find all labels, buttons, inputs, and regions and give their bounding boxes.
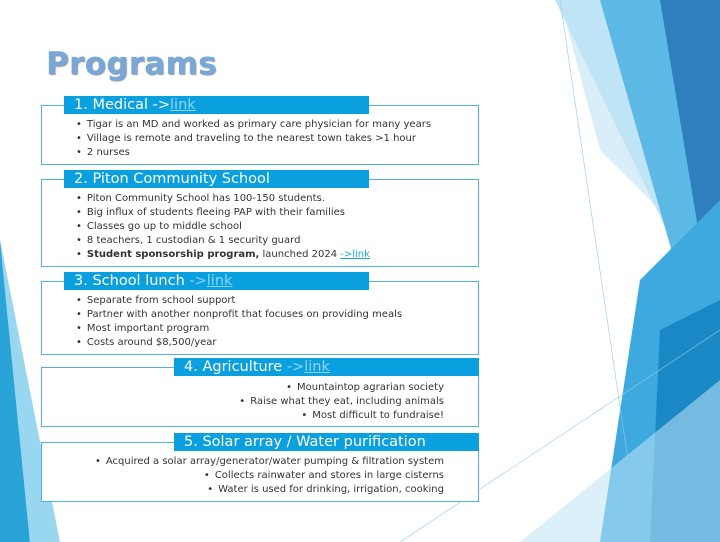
section-medical-header — [64, 96, 369, 114]
sponsorship-item — [76, 248, 370, 262]
agriculture-link[interactable]: link — [304, 359, 330, 375]
page-title: Programs — [46, 46, 217, 82]
solar-bullets — [95, 455, 444, 497]
agriculture-bullets — [239, 381, 444, 423]
list-item: • Piton Community School has 100-150 students. — [76, 192, 370, 206]
list-item: • Water is used for drinking, irrigation, cooking — [95, 483, 444, 497]
section-arrow: -> — [286, 359, 305, 375]
list-item: • Tigar is an MD and worked as primary care physician for many years — [76, 118, 431, 132]
section-number: 5. — [184, 434, 198, 450]
list-item: • 2 nurses — [76, 146, 431, 160]
section-heading: Medical — [92, 97, 149, 113]
list-item: • Most difficult to fundraise! — [239, 409, 444, 423]
list-item: • Collects rainwater and stores in large cisterns — [95, 469, 444, 483]
section-number: 4. — [184, 359, 198, 375]
list-item: • Costs around $8,500/year — [76, 336, 402, 350]
section-school-header — [64, 170, 369, 188]
list-item: • Classes go up to middle school — [76, 220, 370, 234]
sponsorship-bold: Student sponsorship program, — [86, 249, 260, 260]
section-lunch-header — [64, 272, 369, 290]
lunch-bullets — [76, 294, 402, 350]
medical-bullets — [76, 118, 431, 160]
medical-link[interactable]: link — [170, 97, 196, 113]
sponsorship-link[interactable]: ->link — [340, 249, 370, 260]
list-item: • Most important program — [76, 322, 402, 336]
school-bullets — [76, 192, 370, 262]
list-item: • Acquired a solar array/generator/water pumping & filtration system — [95, 455, 444, 469]
list-item: • Raise what they eat, including animals — [239, 395, 444, 409]
section-heading: School lunch — [92, 273, 185, 289]
list-item: • 8 teachers, 1 custodian & 1 security guard — [76, 234, 370, 248]
list-item: • Separate from school support — [76, 294, 402, 308]
section-heading: Piton Community School — [92, 171, 270, 187]
sponsorship-text: launched 2024 — [259, 249, 341, 260]
section-arrow: -> — [152, 97, 171, 113]
section-heading: Agriculture — [202, 359, 283, 375]
section-number: 3. — [74, 273, 88, 289]
lunch-link[interactable]: link — [206, 273, 233, 289]
section-solar-header — [174, 433, 479, 451]
list-item: • Big influx of students fleeing PAP with their families — [76, 206, 370, 220]
section-number: 1. — [74, 97, 88, 113]
section-agriculture-header — [174, 358, 479, 376]
section-heading: Solar array / Water purification — [202, 434, 426, 450]
list-item: • Mountaintop agrarian society — [239, 381, 444, 395]
list-item: • Partner with another nonprofit that focuses on providing meals — [76, 308, 402, 322]
section-number: 2. — [74, 171, 88, 187]
section-arrow: -> — [189, 273, 207, 289]
list-item: • Village is remote and traveling to the nearest town takes >1 hour — [76, 132, 431, 146]
